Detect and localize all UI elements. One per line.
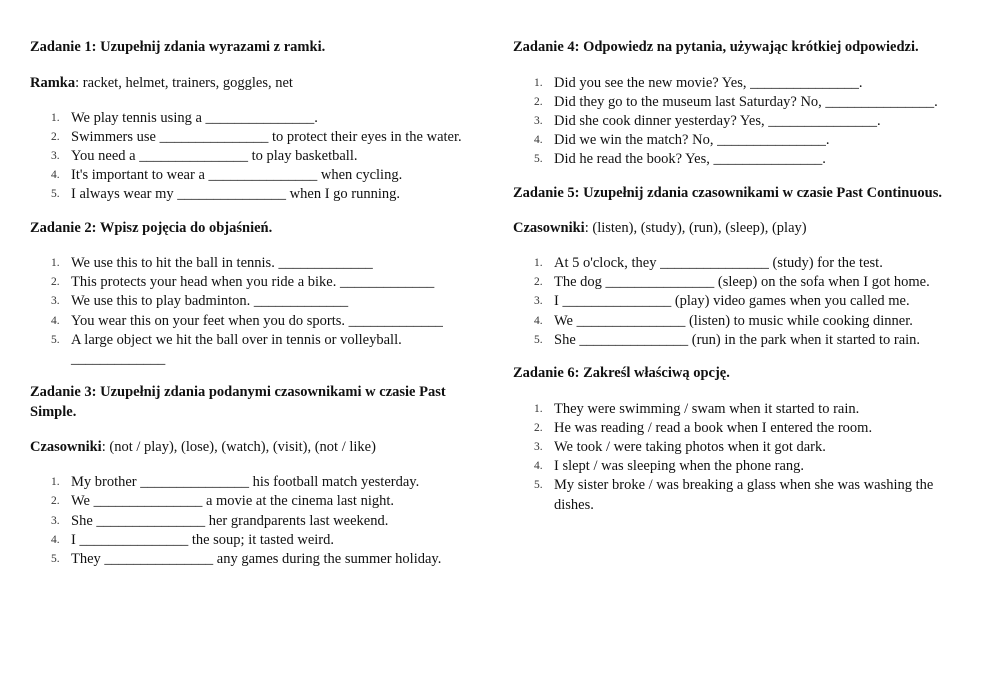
- exercise-item: [30, 273, 485, 292]
- exercise-item: [30, 492, 485, 511]
- exercise-item: [513, 400, 973, 419]
- exercise-item: [513, 74, 973, 93]
- word-box-words: : racket, helmet, trainers, goggles, net: [75, 74, 293, 91]
- item-number: 3.: [534, 440, 543, 453]
- item-number: 1.: [534, 76, 543, 89]
- exercise-item: [513, 331, 973, 350]
- exercise-item: [513, 273, 973, 292]
- exercise-item: [30, 473, 485, 492]
- exercise-item: [30, 531, 485, 550]
- task-title: Zadanie 3: Uzupełnij zdania podanymi czasownikami w czasie Past Simple.: [30, 384, 446, 420]
- item-number: 4.: [51, 169, 60, 182]
- verb-box-label: Czasowniki: [30, 439, 102, 456]
- item-number: 1.: [51, 111, 60, 124]
- exercise-list: [30, 254, 485, 369]
- task-title: Zadanie 2: Wpisz pojęcia do objaśnień.: [30, 219, 273, 236]
- exercise-item: [30, 254, 485, 273]
- item-number: 5.: [534, 333, 543, 346]
- item-text: Did she cook dinner yesterday? Yes, _______________.: [554, 112, 881, 129]
- task-3: [30, 383, 485, 569]
- item-text: My sister broke / was breaking a glass when she was washing the dishes.: [554, 477, 934, 513]
- item-number: 5.: [534, 153, 543, 166]
- exercise-list: [30, 473, 485, 569]
- item-text: We _______________ (listen) to music while cooking dinner.: [554, 312, 913, 329]
- exercise-item: [513, 312, 973, 331]
- exercise-item: [30, 312, 485, 331]
- item-text: We use this to hit the ball in tennis. _____________: [71, 255, 373, 272]
- exercise-item: [30, 331, 485, 369]
- item-number: 1.: [51, 476, 60, 489]
- item-text: Did we win the match? No, _______________.: [554, 132, 830, 149]
- exercise-item: [30, 550, 485, 569]
- item-number: 4.: [51, 533, 60, 546]
- item-text: Did you see the new movie? Yes, _______________.: [554, 74, 863, 91]
- item-text: I _______________ the soup; it tasted weird.: [71, 531, 334, 548]
- task-4: [513, 38, 973, 170]
- task-title: Zadanie 6: Zakreśl właściwą opcję.: [513, 365, 730, 382]
- item-number: 5.: [51, 188, 60, 201]
- item-number: 2.: [534, 95, 543, 108]
- exercise-item: [513, 292, 973, 311]
- item-number: 1.: [534, 257, 543, 270]
- item-text: A large object we hit the ball over in tennis or volleyball. _____________: [71, 331, 402, 368]
- item-number: 4.: [534, 134, 543, 147]
- exercise-item: [30, 512, 485, 531]
- item-text: I slept / was sleeping when the phone rang.: [554, 458, 805, 475]
- verb-box-words: : (not / play), (lose), (watch), (visit), (not / like): [101, 439, 376, 456]
- item-text: We play tennis using a _______________.: [71, 109, 318, 126]
- exercise-item: [30, 147, 485, 166]
- verb-box-label: Czasowniki: [513, 220, 585, 237]
- item-number: 2.: [51, 130, 60, 143]
- exercise-item: [513, 150, 973, 169]
- exercise-item: [30, 185, 485, 204]
- item-number: 5.: [534, 479, 543, 492]
- item-number: 3.: [51, 295, 60, 308]
- exercise-list: [30, 109, 485, 205]
- exercise-item: [30, 128, 485, 147]
- item-number: 4.: [534, 460, 543, 473]
- verb-box: [513, 219, 973, 238]
- item-text: We use this to play badminton. _____________: [71, 293, 349, 310]
- exercise-item: [513, 457, 973, 476]
- item-text: They were swimming / swam when it started to rain.: [554, 400, 860, 417]
- item-text: Swimmers use _______________ to protect their eyes in the water.: [71, 128, 462, 145]
- exercise-list: [513, 254, 973, 350]
- exercise-item: [513, 131, 973, 150]
- left-column: [30, 38, 485, 583]
- item-text: I _______________ (play) video games when you called me.: [554, 293, 910, 310]
- exercise-item: [513, 476, 973, 514]
- exercise-item: [513, 112, 973, 131]
- item-text: He was reading / read a book when I entered the room.: [554, 419, 873, 436]
- task-title: Zadanie 4: Odpowiedz na pytania, używając krótkiej odpowiedzi.: [513, 39, 919, 55]
- item-text: You need a _______________ to play basketball.: [71, 147, 358, 164]
- right-column: [513, 38, 973, 529]
- item-text: I always wear my _______________ when I go running.: [71, 186, 401, 203]
- item-number: 5.: [51, 553, 60, 566]
- item-text: My brother _______________ his football match yesterday.: [71, 474, 420, 491]
- word-box: [30, 74, 485, 93]
- item-text: It's important to wear a _______________ when cycling.: [71, 167, 403, 184]
- item-number: 3.: [51, 149, 60, 162]
- exercise-item: [30, 109, 485, 128]
- exercise-item: [513, 438, 973, 457]
- item-number: 4.: [534, 314, 543, 327]
- verb-box-words: : (listen), (study), (run), (sleep), (play): [584, 220, 807, 237]
- item-number: 2.: [534, 276, 543, 289]
- item-text: They _______________ any games during the summer holiday.: [71, 551, 442, 568]
- word-box-label: Ramka: [30, 74, 76, 91]
- item-text: She _______________ her grandparents last weekend.: [71, 512, 389, 529]
- item-text: She _______________ (run) in the park when it started to rain.: [554, 331, 921, 348]
- item-text: The dog _______________ (sleep) on the sofa when I got home.: [554, 274, 930, 291]
- item-text: Did they go to the museum last Saturday? No, _______________.: [554, 93, 938, 110]
- item-text: At 5 o'clock, they _______________ (study) for the test.: [554, 255, 883, 272]
- item-number: 2.: [51, 495, 60, 508]
- item-number: 5.: [51, 333, 60, 346]
- item-number: 2.: [51, 276, 60, 289]
- task-1: [30, 38, 485, 205]
- task-2: [30, 219, 485, 370]
- item-number: 2.: [534, 421, 543, 434]
- item-number: 3.: [534, 295, 543, 308]
- task-6: [513, 364, 973, 515]
- task-title: Zadanie 5: Uzupełnij zdania czasownikami w czasie Past Continuous.: [513, 184, 942, 201]
- item-number: 3.: [51, 514, 60, 527]
- exercise-item: [513, 254, 973, 273]
- item-number: 3.: [534, 114, 543, 127]
- exercise-item: [30, 292, 485, 311]
- exercise-item: [513, 93, 973, 112]
- item-text: We _______________ a movie at the cinema last night.: [71, 493, 395, 510]
- exercise-item: [30, 166, 485, 185]
- item-text: This protects your head when you ride a bike. _____________: [71, 274, 435, 291]
- task-5: [513, 184, 973, 351]
- item-number: 1.: [534, 402, 543, 415]
- item-number: 1.: [51, 257, 60, 270]
- item-text: You wear this on your feet when you do sports. _____________: [71, 312, 443, 329]
- exercise-list: [513, 74, 973, 170]
- item-number: 4.: [51, 314, 60, 327]
- item-text: Did he read the book? Yes, _______________.: [554, 151, 826, 168]
- verb-box: [30, 438, 485, 457]
- exercise-item: [513, 419, 973, 438]
- task-title: Zadanie 1: Uzupełnij zdania wyrazami z ramki.: [30, 39, 326, 55]
- item-text: We took / were taking photos when it got dark.: [554, 438, 826, 455]
- exercise-list: [513, 400, 973, 515]
